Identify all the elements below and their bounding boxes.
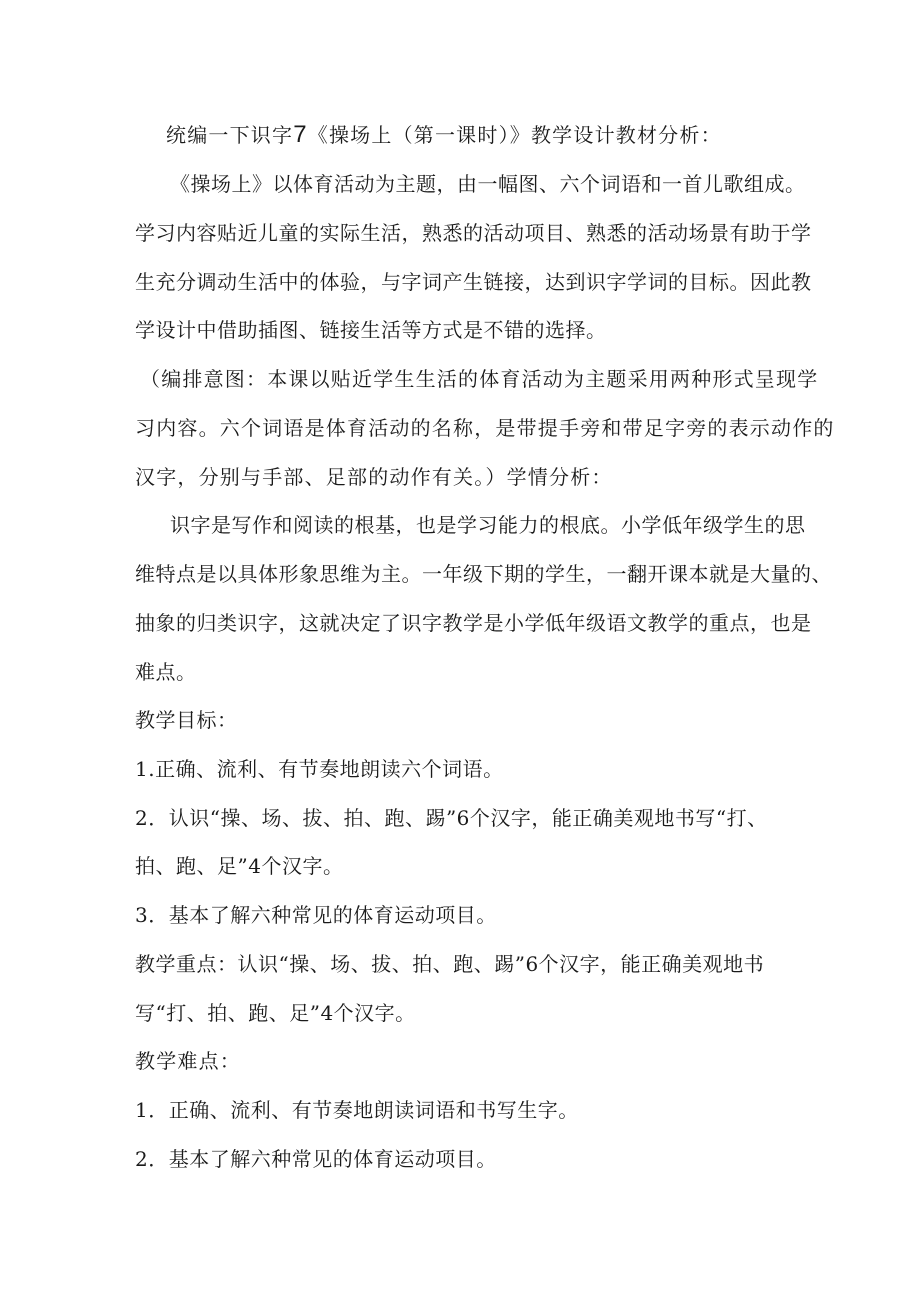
intent-line-1: （编排意图：本课以贴近学生生活的体育活动为主题采用两种形式呈现学 xyxy=(140,367,819,391)
analysis-line-1: 《操场上》以体育活动为主题，由一幅图、六个词语和一首儿歌组成。 xyxy=(170,172,806,196)
key-points-line-2: 写“打、拍、跑、足”4个汉字。 xyxy=(135,1001,416,1025)
intent-line-3: 汉字，分别与手部、足部的动作有关。）学情分析： xyxy=(135,465,613,489)
goal-item-2: 2．认识“操、场、拔、拍、跑、踢”6个汉字，能正确美观地书写“打、 xyxy=(135,806,768,830)
analysis-line-3: 生充分调动生活中的体验，与字词产生链接，达到识字学词的目标。因此教 xyxy=(135,270,812,294)
goals-heading: 教学目标： xyxy=(135,708,238,732)
difficulty-item-1: 1．正确、流利、有节奏地朗读词语和书写生字。 xyxy=(135,1098,579,1122)
goal-item-2-continued: 拍、跑、足”4个汉字。 xyxy=(135,854,344,878)
goal-item-3: 3．基本了解六种常见的体育运动项目。 xyxy=(135,903,497,927)
intent-line-2: 习内容。六个词语是体育活动的名称，是带提手旁和带足字旁的表示动作的 xyxy=(135,416,835,440)
student-line-3: 抽象的归类识字，这就决定了识字教学是小学低年级语文教学的重点，也是 xyxy=(135,611,812,635)
student-line-1: 识字是写作和阅读的根基，也是学习能力的根底。小学低年级学生的思 xyxy=(170,513,806,537)
title-number: 7 xyxy=(293,121,308,148)
title-prefix: 统编一下识字 xyxy=(166,123,294,147)
student-line-4: 难点。 xyxy=(135,660,197,684)
difficulties-heading: 教学难点： xyxy=(135,1049,241,1073)
title-suffix: 《操场上（第一课时）》教学设计教材分析： xyxy=(307,123,722,147)
goal-item-1: 1.正确、流利、有节奏地朗读六个词语。 xyxy=(135,757,504,781)
student-line-2: 维特点是以具体形象思维为主。一年级下期的学生，一翻开课本就是大量的、 xyxy=(135,562,832,586)
analysis-line-4: 学设计中借助插图、链接生活等方式是不错的选择。 xyxy=(135,318,607,342)
document-title xyxy=(166,122,722,148)
difficulty-item-2: 2．基本了解六种常见的体育运动项目。 xyxy=(135,1147,497,1171)
key-points-line-1: 教学重点：认识“操、场、拔、拍、跑、踢”6个汉字，能正确美观地书 xyxy=(135,952,765,976)
analysis-line-2: 学习内容贴近儿童的实际生活，熟悉的活动项目、熟悉的活动场景有助于学 xyxy=(135,221,812,245)
